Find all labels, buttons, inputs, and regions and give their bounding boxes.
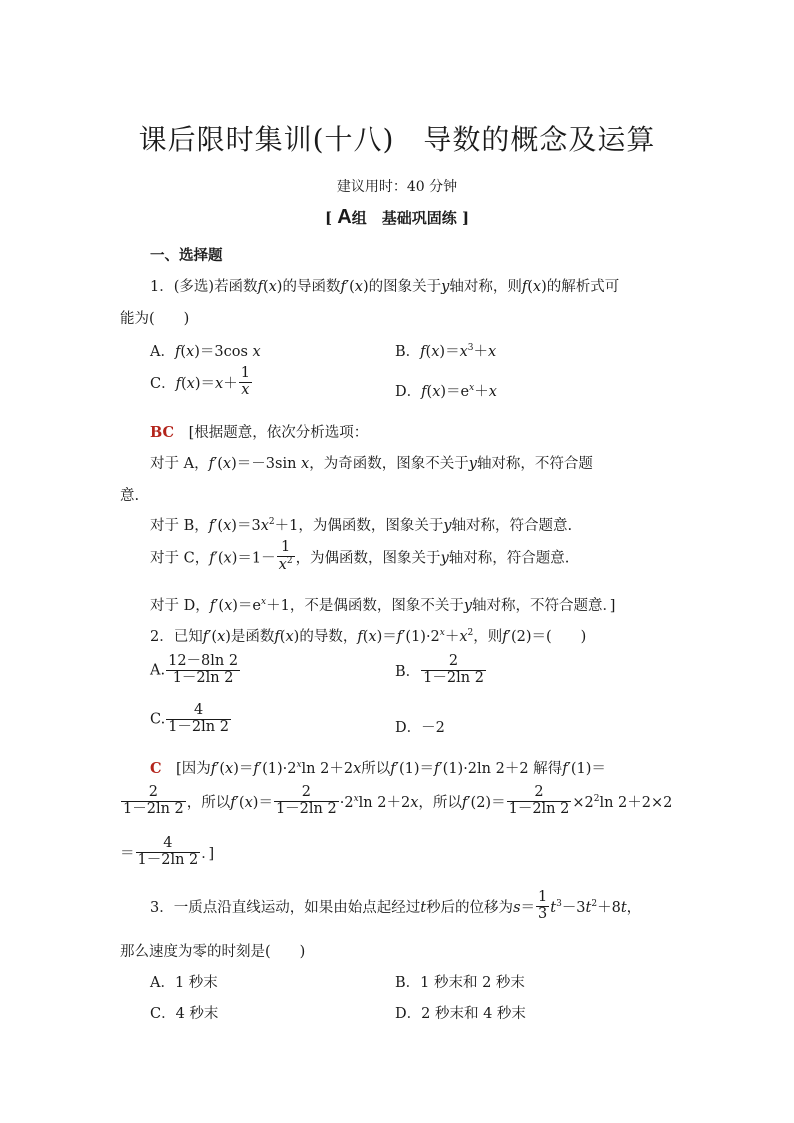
section-heading: 一、选择题	[150, 247, 223, 264]
q1-option-b: B．$f(x)=x^3+x$	[395, 343, 497, 360]
q2-stem: 2．已知f′(x)是函数f(x)的导数，$f(x)=f'(1)\cdot 2^x+x^2$，则f′(2)＝( )	[150, 628, 587, 645]
q1-analysis-c: 对于 C，f′(x)＝1－ $\frac{1}{x^2}$ ，为偶函数，图象关于y轴对称，符合题意.	[150, 539, 570, 573]
q2-option-d: D．－2	[395, 720, 445, 736]
q1-analysis-a-cont: 意.	[120, 488, 140, 504]
q2-solution-line1: C [因为$f'(x)=f'(1)\cdot 2^x\ln$ 2＋2x所以f′(1)＝f′(1)·2ln 2＋2 解得f′(1)＝	[150, 760, 606, 777]
group-heading: [ A组 基础巩固练 ]	[324, 206, 470, 228]
page-title: 课后限时集训(十八) 导数的概念及运算	[138, 123, 656, 156]
q1-analysis-b: 对于 B，$f'(x)=3x^2+1$，为偶函数，图象关于y轴对称，符合题意.	[150, 517, 573, 534]
q3-option-d: D．2 秒末和 4 秒末	[395, 1006, 526, 1022]
q3-stem-line2: 那么速度为零的时刻是( )	[120, 944, 306, 960]
q1-stem-line2: 能为( )	[120, 311, 190, 327]
q3-option-c: C．4 秒末	[150, 1006, 219, 1022]
q1-option-c: C．f(x)＝x＋ $\frac{1}{x}$	[150, 365, 250, 398]
q1-analysis-a: 对于 A，f′(x)＝－3sin x，为奇函数，图象不关于y轴对称，不符合题	[150, 456, 593, 472]
q3-option-b: B．1 秒末和 2 秒末	[395, 975, 525, 991]
q3-stem-line1: 3．一质点沿直线运动，如果由始点起经过t秒后的位移为s＝ $\frac{1}{3}$ $t^3-3t^2+8t$，	[150, 889, 642, 922]
q1-option-a: A．f(x)＝3cos x	[150, 344, 261, 360]
q1-answer-key: BC	[150, 424, 175, 441]
q1-option-d: D．$f(x)=e^x+x$	[395, 383, 497, 400]
q2-answer-key: C	[150, 760, 162, 777]
q1-analysis-d: 对于 D，$f'(x)=e^x+1$，不是偶函数，图象不关于y轴对称，不符合题意．]	[150, 597, 616, 614]
q2-solution-line3: ＝ $\frac{4}{1-2\ln 2}$ ．]	[120, 835, 215, 868]
q2-option-a: A. $\frac{12-8\ln 2}{1-2\ln 2}$	[150, 653, 239, 686]
q2-solution-line2: $\frac{2}{1-2\ln 2}$ ，所以f′(x)＝ $\frac{2}{1-2\ln 2}$ $\cdot 2^x\ln$ 2＋2x，所以f′(2)＝ $\frac{2}{1-2\ln 2}$ $\times 2^2\ln$ 2＋2×2	[123, 784, 673, 817]
suggested-time: 建议用时：40 分钟	[336, 179, 458, 195]
q1-stem-line1: 1．(多选)若函数f(x)的导函数f′(x)的图象关于y轴对称，则f(x)的解析式可	[150, 279, 620, 295]
q2-option-c: C. $\frac{4}{1-2\ln 2}$	[150, 702, 229, 735]
group-letter: A	[337, 206, 352, 228]
q3-option-a: A．1 秒末	[150, 975, 218, 991]
q1-answer: BC [根据题意，依次分析选项：	[150, 424, 369, 441]
q2-option-b: B． $\frac{2}{1-2\ln 2}$	[395, 653, 484, 686]
